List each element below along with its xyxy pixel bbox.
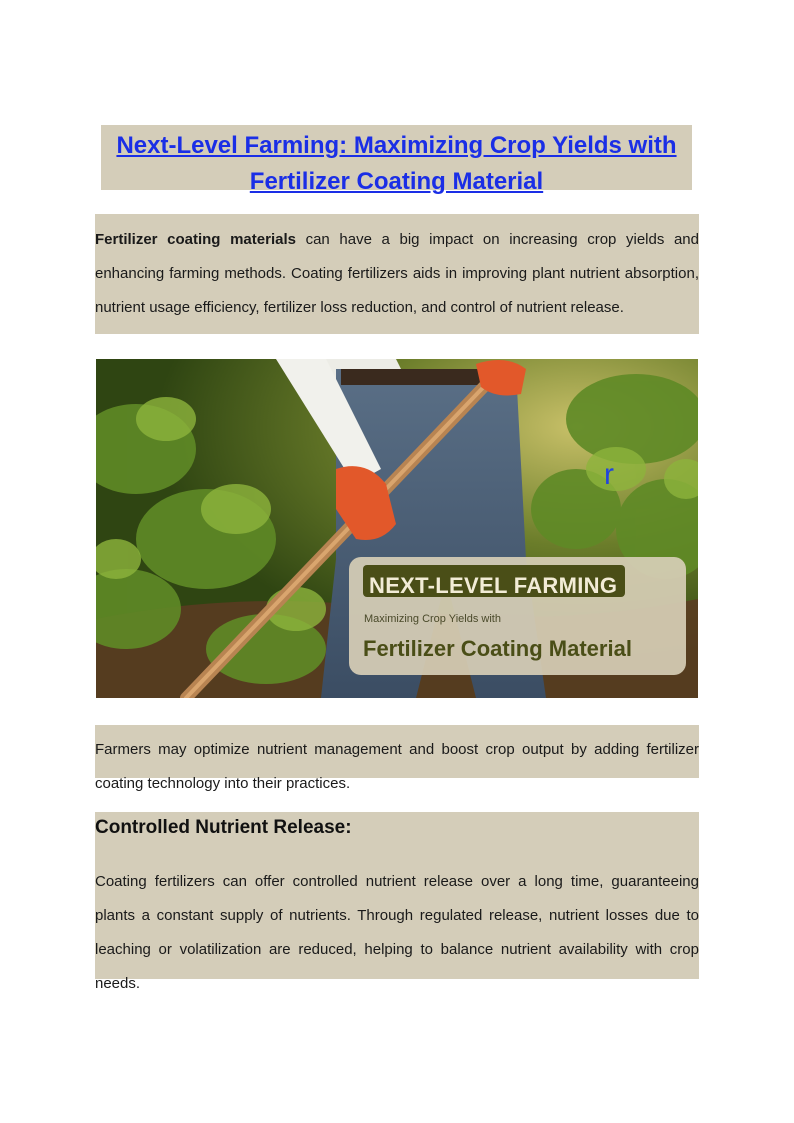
title-line-2: Fertilizer Coating Material bbox=[249, 168, 544, 195]
section-body: Coating fertilizers can offer controlled nutrient release over a long time, guaranteeing plants a constant supply of nutrients. Through regulated release, nutrient losses due to leaching or volatilization are reduced, helping to balance nutrient availability with crop needs. bbox=[95, 873, 699, 992]
title-box bbox=[101, 125, 692, 195]
section-heading: Controlled Nutrient Release: bbox=[95, 817, 352, 838]
paragraph-2: Farmers may optimize nutrient management and boost crop output by adding fertilizer coating technology into their practices. bbox=[95, 741, 699, 792]
intro-bold-term: Fertilizer coating materials bbox=[95, 231, 296, 248]
page-title-link[interactable] bbox=[101, 128, 692, 200]
intro-text: can have a big impact on increasing crop yields and enhancing farming methods. Coating fertilizers aids in improving plant nutrient absorption, nutrient usage efficiency, fertilizer loss reduction, and control of nutrient release. bbox=[95, 231, 699, 316]
hero-banner-text: NEXT-LEVEL FARMING bbox=[369, 573, 618, 598]
intro-paragraph bbox=[95, 223, 699, 325]
hero-subtitle: Maximizing Crop Yields with bbox=[364, 613, 501, 625]
hero-overlay-card bbox=[349, 557, 686, 675]
title-line-1: Next-Level Farming: Maximizing Crop Yields with bbox=[116, 132, 677, 159]
stray-letter: r bbox=[604, 458, 614, 491]
hero-main-text: Fertilizer Coating Material bbox=[363, 636, 632, 661]
